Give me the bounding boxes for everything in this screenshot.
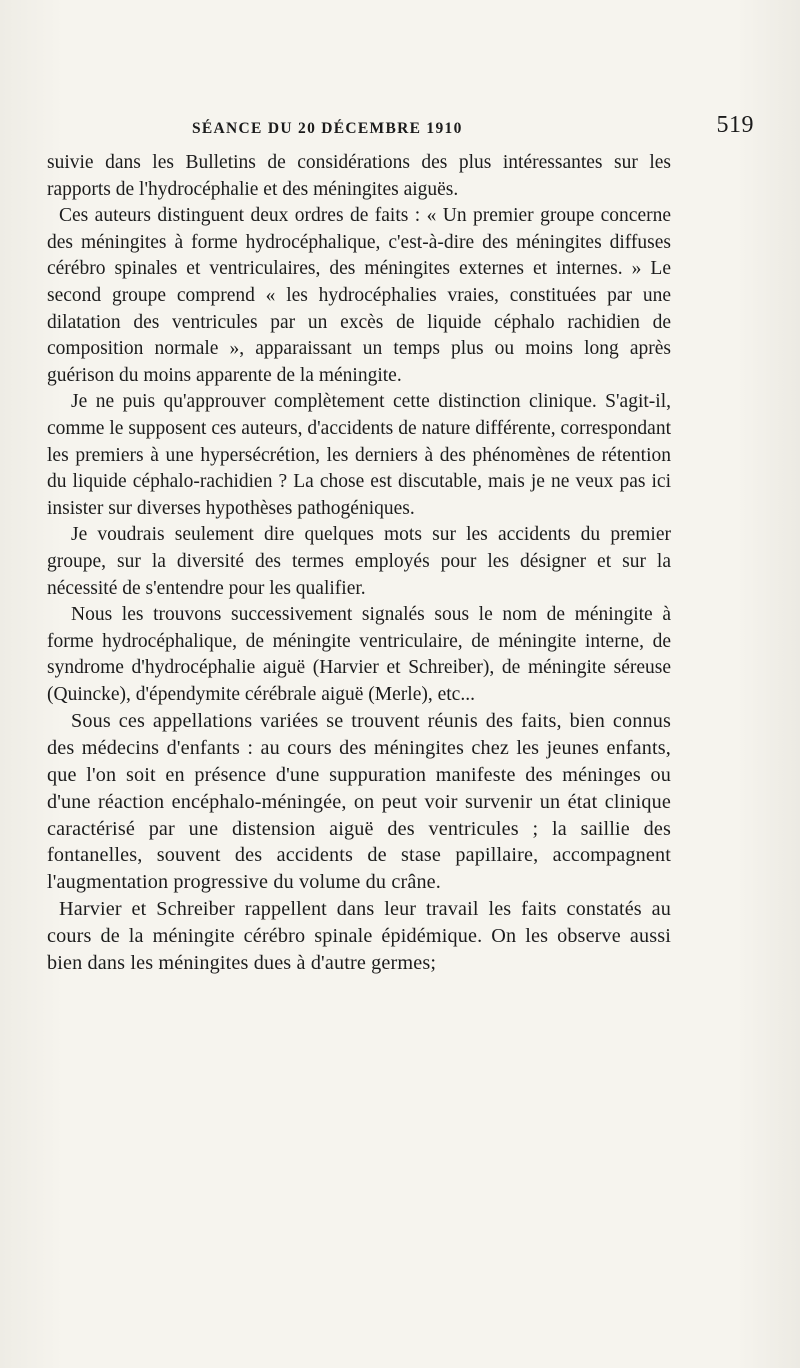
paragraph-3: Je ne puis qu'approuver complètement cette distinction clinique. S'agit-il, comme le supposent ces auteurs, d'accidents de nature différente, correspondant les premiers à une hypersécrétion, les derniers à des phénomènes de rétention du liquide céphalo-rachidien ? La chose est discutable, mais je ne veux pas ici insister sur diverses hypothèses pathogéniques. (47, 391, 671, 519)
paragraph-6: Sous ces appellations variées se trouvent réunis des faits, bien connus des médecins d'enfants : au cours des méningites chez les jeunes enfants, que l'on soit en présence d'une suppuration manifeste des méninges ou d'une réaction encéphalo-méningée, on peut voir survenir un état clinique caractérisé par une distension aiguë des ventricules ; la saillie des fontanelles, souvent des accidents de stase papillaire, accompagnent l'augmentation progressive du volume du crâne. (47, 710, 671, 894)
paragraph-2: Ces auteurs distinguent deux ordres de faits : « Un premier groupe concerne des méningites à forme hydrocéphalique, c'est-à-dire des méningites diffuses cérébro spinales et ventriculaires, des méningites externes et internes. » Le second groupe comprend « les hydrocéphalies vraies, constituées par une dilatation des ventricules par un excès de liquide céphalo rachidien de composition normale », apparaissant un temps plus ou moins long après guérison du moins apparente de la méningite. (47, 205, 671, 386)
body-text (47, 150, 671, 976)
paragraph-1: suivie dans les Bulletins de considérations des plus intéressantes sur les rapports de l'hydrocéphalie et des méningites aiguës. (47, 152, 671, 200)
paragraph-4: Je voudrais seulement dire quelques mots sur les accidents du premier groupe, sur la diversité des termes employés pour les désigner et sur la nécessité de s'entendre pour les qualifier. (47, 524, 671, 599)
page-header (40, 112, 760, 148)
page-number: 519 (716, 112, 754, 138)
paragraph-5: Nous les trouvons successivement signalés sous le nom de méningite à forme hydrocéphalique, de méningite ventriculaire, de méningite interne, de syndrome d'hydrocéphalie aiguë (Harvier et Schreiber), de méningite séreuse (Quincke), d'épendymite cérébrale aiguë (Merle), etc... (47, 604, 671, 705)
running-title: SÉANCE DU 20 DÉCEMBRE 1910 (192, 120, 463, 137)
paragraph-7: Harvier et Schreiber rappellent dans leur travail les faits constatés au cours de la méningite cérébro spinale épidémique. On les observe aussi bien dans les méningites dues à d'autre germes; (47, 898, 671, 974)
